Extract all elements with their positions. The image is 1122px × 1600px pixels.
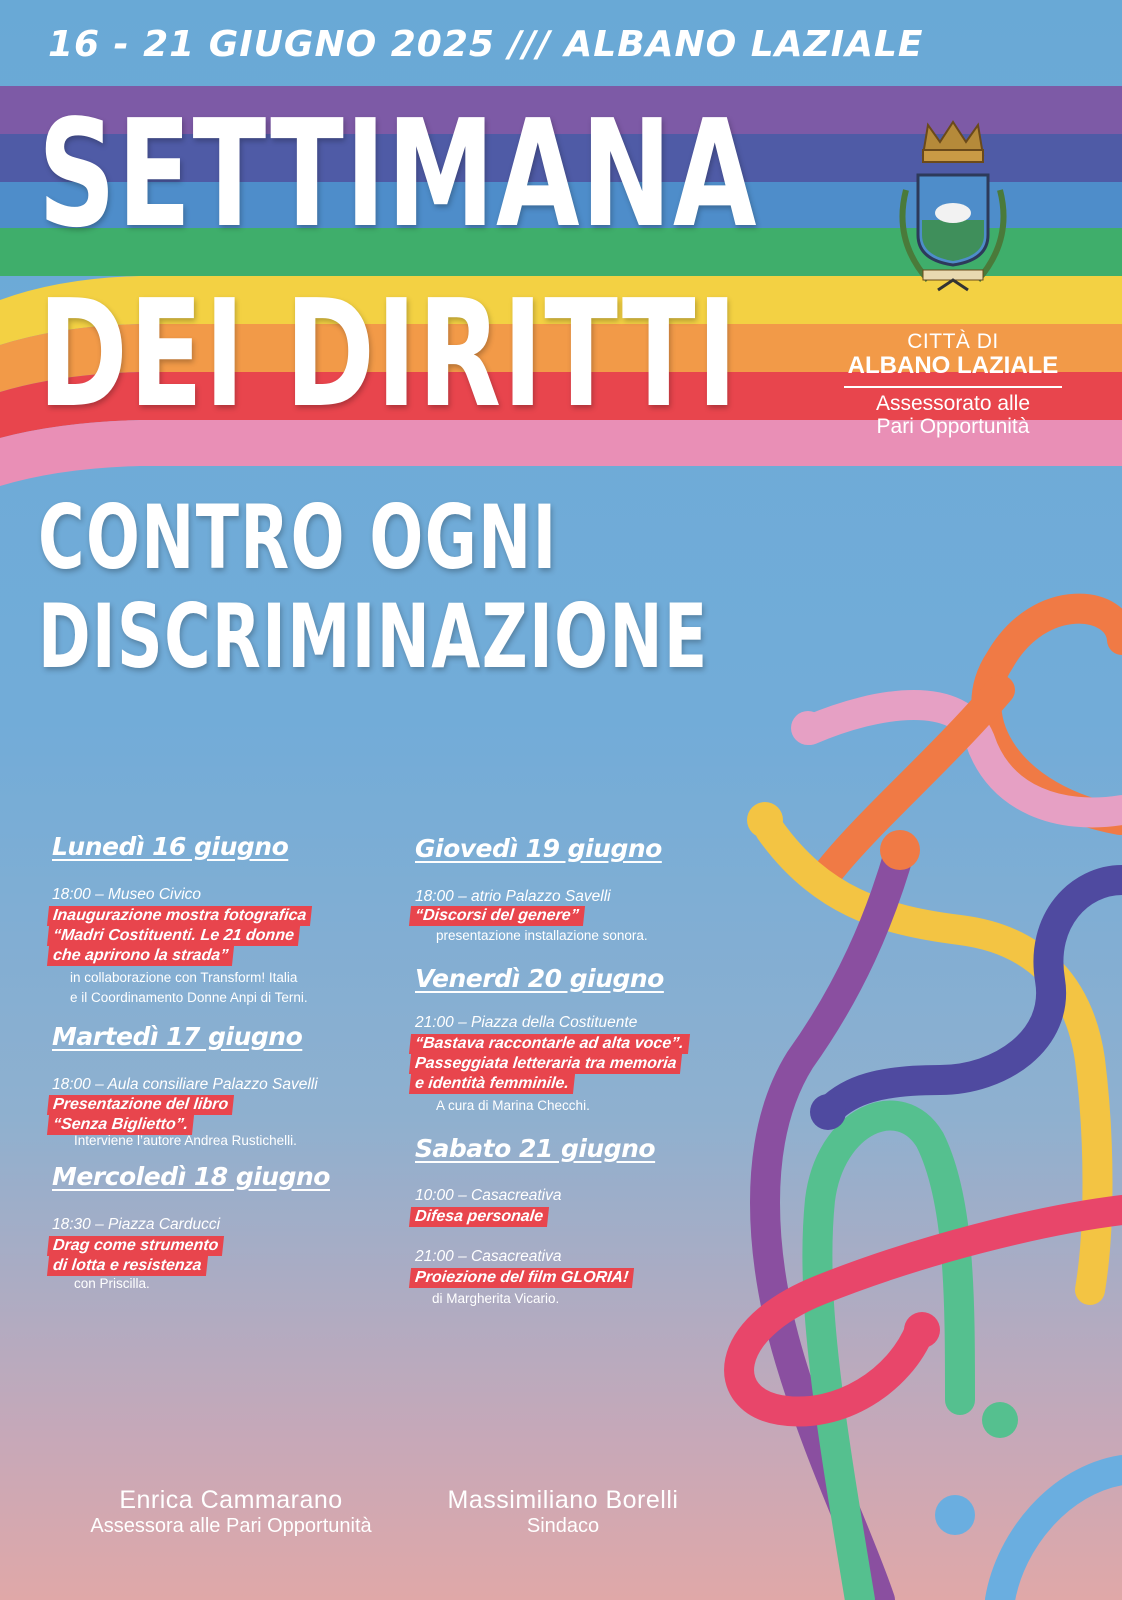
subtitle-line-1: CONTRO OGNI: [38, 486, 558, 589]
day-heading-friday: Venerdì 20 giugno: [415, 964, 664, 993]
event-note: in collaborazione con Transform! Italia: [70, 970, 298, 985]
event-title-highlight: [48, 1236, 223, 1256]
event-time: 18:00 – Aula consiliare Palazzo Savelli: [52, 1076, 318, 1093]
highlight-line: “Discorsi del genere”: [409, 906, 585, 926]
event-time: 18:00 – atrio Palazzo Savelli: [415, 888, 611, 905]
signature-name: Massimiliano Borelli: [447, 1486, 679, 1514]
title-line-1: SETTIMANA: [38, 88, 758, 260]
event-title-highlight: [48, 926, 299, 946]
highlight-line: Presentazione del libro: [47, 1095, 234, 1115]
event-title-highlight: [48, 1256, 207, 1276]
divider: [844, 386, 1062, 388]
city-name: ALBANO LAZIALE: [847, 352, 1059, 379]
event-title-highlight: [410, 1268, 633, 1288]
day-heading-monday: Lunedì 16 giugno: [52, 832, 289, 861]
organizer-block: [838, 330, 1068, 438]
signature-role: Sindaco: [526, 1515, 600, 1537]
event-title-highlight: [410, 1074, 574, 1094]
department-line-1: Assessorato alle: [875, 392, 1031, 415]
event-title-highlight: [410, 906, 584, 926]
event-title-highlight: [410, 1054, 681, 1074]
event-note: A cura di Marina Checchi.: [436, 1098, 590, 1113]
coat-of-arms-icon: [888, 120, 1018, 310]
day-heading-thursday: Giovedì 19 giugno: [415, 834, 662, 863]
signature-name: Enrica Cammarano: [119, 1486, 343, 1514]
highlight-line: Passeggiata letteraria tra memoria: [409, 1054, 683, 1074]
title-line-2: DEI DIRITTI: [38, 268, 739, 440]
event-title-highlight: [48, 1095, 233, 1115]
city-prefix: CITTÀ DI: [907, 330, 999, 353]
event-title-highlight: [48, 946, 233, 966]
department-line-2: Pari Opportunità: [876, 415, 1030, 438]
date-location-banner: 16 - 21 GIUGNO 2025 /// ALBANO LAZIALE: [48, 24, 924, 65]
event-note: presentazione installazione sonora.: [436, 928, 648, 943]
highlight-line: Difesa personale: [409, 1207, 549, 1227]
event-note: e il Coordinamento Donne Anpi di Terni.: [70, 990, 308, 1005]
signature-assessor: [56, 1486, 406, 1538]
event-title-highlight: [410, 1034, 689, 1054]
highlight-line: Proiezione del film GLORIA!: [409, 1268, 634, 1288]
day-heading-wednesday: Mercoledì 18 giugno: [52, 1162, 330, 1191]
highlight-line: che aprirono la strada”: [47, 946, 234, 966]
event-note: con Priscilla.: [74, 1276, 150, 1291]
event-title-highlight: [410, 1207, 548, 1227]
event-time: 10:00 – Casacreativa: [415, 1187, 562, 1204]
event-title-highlight: [48, 906, 311, 926]
signature-role: Assessora alle Pari Opportunità: [90, 1515, 372, 1537]
event-time: 21:00 – Casacreativa: [415, 1248, 562, 1265]
day-heading-tuesday: Martedì 17 giugno: [52, 1022, 303, 1051]
highlight-line: “Madri Costituenti. Le 21 donne: [47, 926, 300, 946]
event-time: 18:30 – Piazza Carducci: [52, 1216, 221, 1233]
event-note: Interviene l’autore Andrea Rustichelli.: [74, 1133, 297, 1148]
highlight-line: e identità femminile.: [409, 1074, 575, 1094]
highlight-line: “Senza Biglietto”.: [47, 1115, 194, 1135]
event-time: 21:00 – Piazza della Costituente: [415, 1014, 638, 1031]
highlight-line: Inaugurazione mostra fotografica: [47, 906, 312, 926]
event-title-highlight: [48, 1115, 193, 1135]
highlight-line: “Bastava raccontarle ad alta voce”.: [409, 1034, 690, 1054]
event-note: di Margherita Vicario.: [432, 1291, 560, 1306]
highlight-line: Drag come strumento: [47, 1236, 224, 1256]
subtitle-line-2: DISCRIMINAZIONE: [38, 585, 709, 688]
event-time: 18:00 – Museo Civico: [52, 886, 202, 903]
signature-mayor: [418, 1486, 708, 1538]
highlight-line: di lotta e resistenza: [47, 1256, 208, 1276]
day-heading-saturday: Sabato 21 giugno: [415, 1134, 656, 1163]
